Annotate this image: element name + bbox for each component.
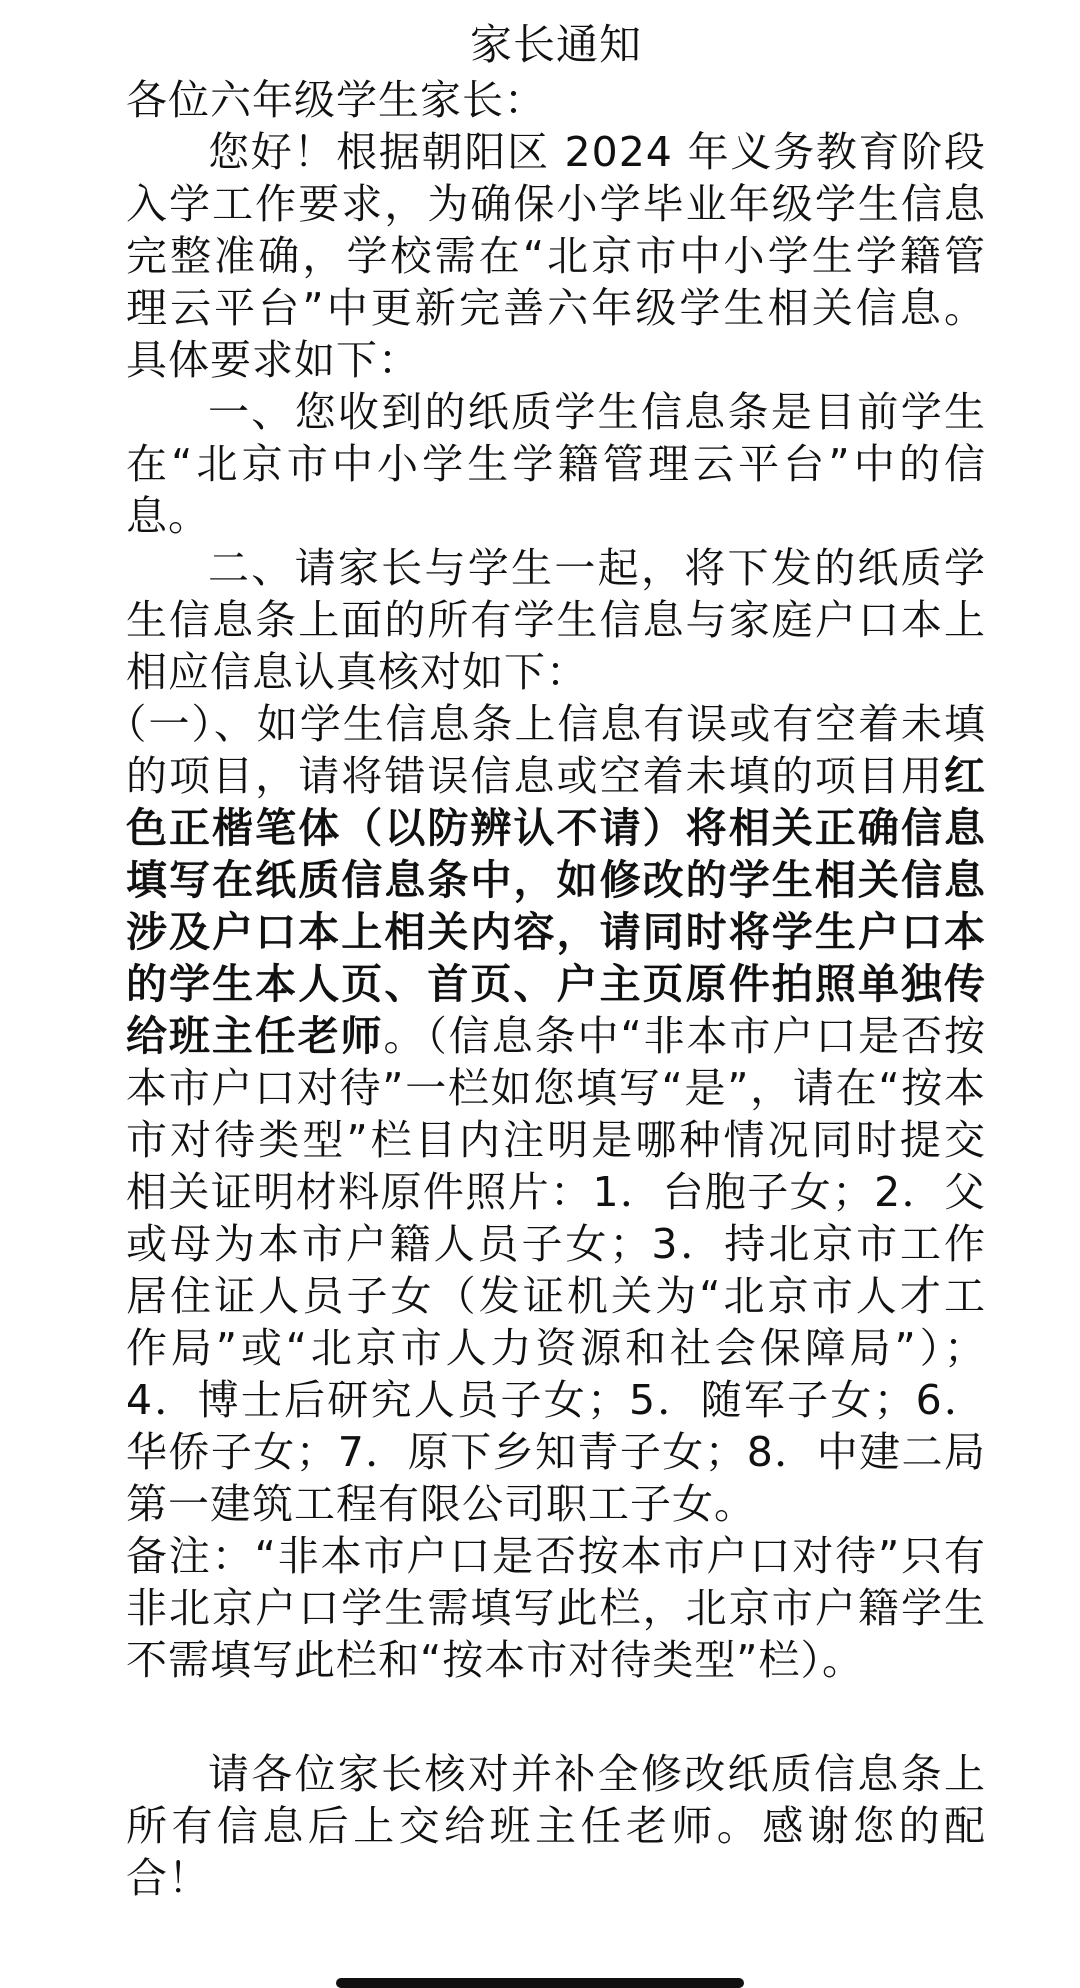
intro-paragraph: 您好！根据朝阳区 2024 年义务教育阶段入学工作要求，为确保小学毕业年级学生信息完整准确，学校需在“北京市中小学生学籍管理云平台”中更新完善六年级学生相关信息。具体要求如下： xyxy=(126,128,986,384)
item-two-paragraph: 二、请家长与学生一起，将下发的纸质学生信息条上面的所有学生信息与家庭户口本上相应信息认真核对如下： xyxy=(126,544,986,696)
notice-title: 家长通知 xyxy=(469,20,642,69)
sub-item-one-paragraph xyxy=(105,698,986,1530)
note-paragraph: 备注：“非本市户口是否按本市户口对待”只有非北京户口学生需填写此栏，北京市户籍学生不需填写此栏和“按本市对待类型”栏）。 xyxy=(126,1532,986,1684)
home-indicator-bar xyxy=(336,1978,744,1988)
salutation: 各位六年级学生家长： xyxy=(126,76,546,124)
sub-item-one-bold-instruction: 红色正楷笔体（以防辨认不请）将相关正确信息填写在纸质信息条中，如修改的学生相关信息涉及户口本上相关内容，请同时将学生户口本的学生本人页、首页、户主页原件拍照单独传给班主任老师 xyxy=(126,752,986,1060)
notice-document xyxy=(105,18,986,1904)
closing-paragraph: 请各位家长核对并补全修改纸质信息条上所有信息后上交给班主任老师。感谢您的配合！ xyxy=(126,1750,986,1902)
item-one-paragraph: 一、您收到的纸质学生信息条是目前学生在“北京市中小学生学籍管理云平台”中的信息。 xyxy=(126,388,986,540)
sub-item-one-lead: （一）、如学生信息条上信息有误或有空着未填的项目，请将错误信息或空着未填的项目用 xyxy=(105,700,986,800)
sub-item-one-tail: 。（信息条中“非本市户口是否按本市户口对待”一栏如您填写“是”，请在“按本市对待类型”栏目内注明是哪种情况同时提交相关证明材料原件照片：1．台胞子女；2．父或母为本市户籍人员子女；3．持北京市工作居住证人员子女（发证机关为“北京市人才工作局”或“北京市人力资源和社会保障局”）；4．博士后研究人员子女；5．随军子女；6．华侨子女；7．原下乡知青子女；8．中建二局第一建筑工程有限公司职工子女。 xyxy=(126,1012,986,1528)
